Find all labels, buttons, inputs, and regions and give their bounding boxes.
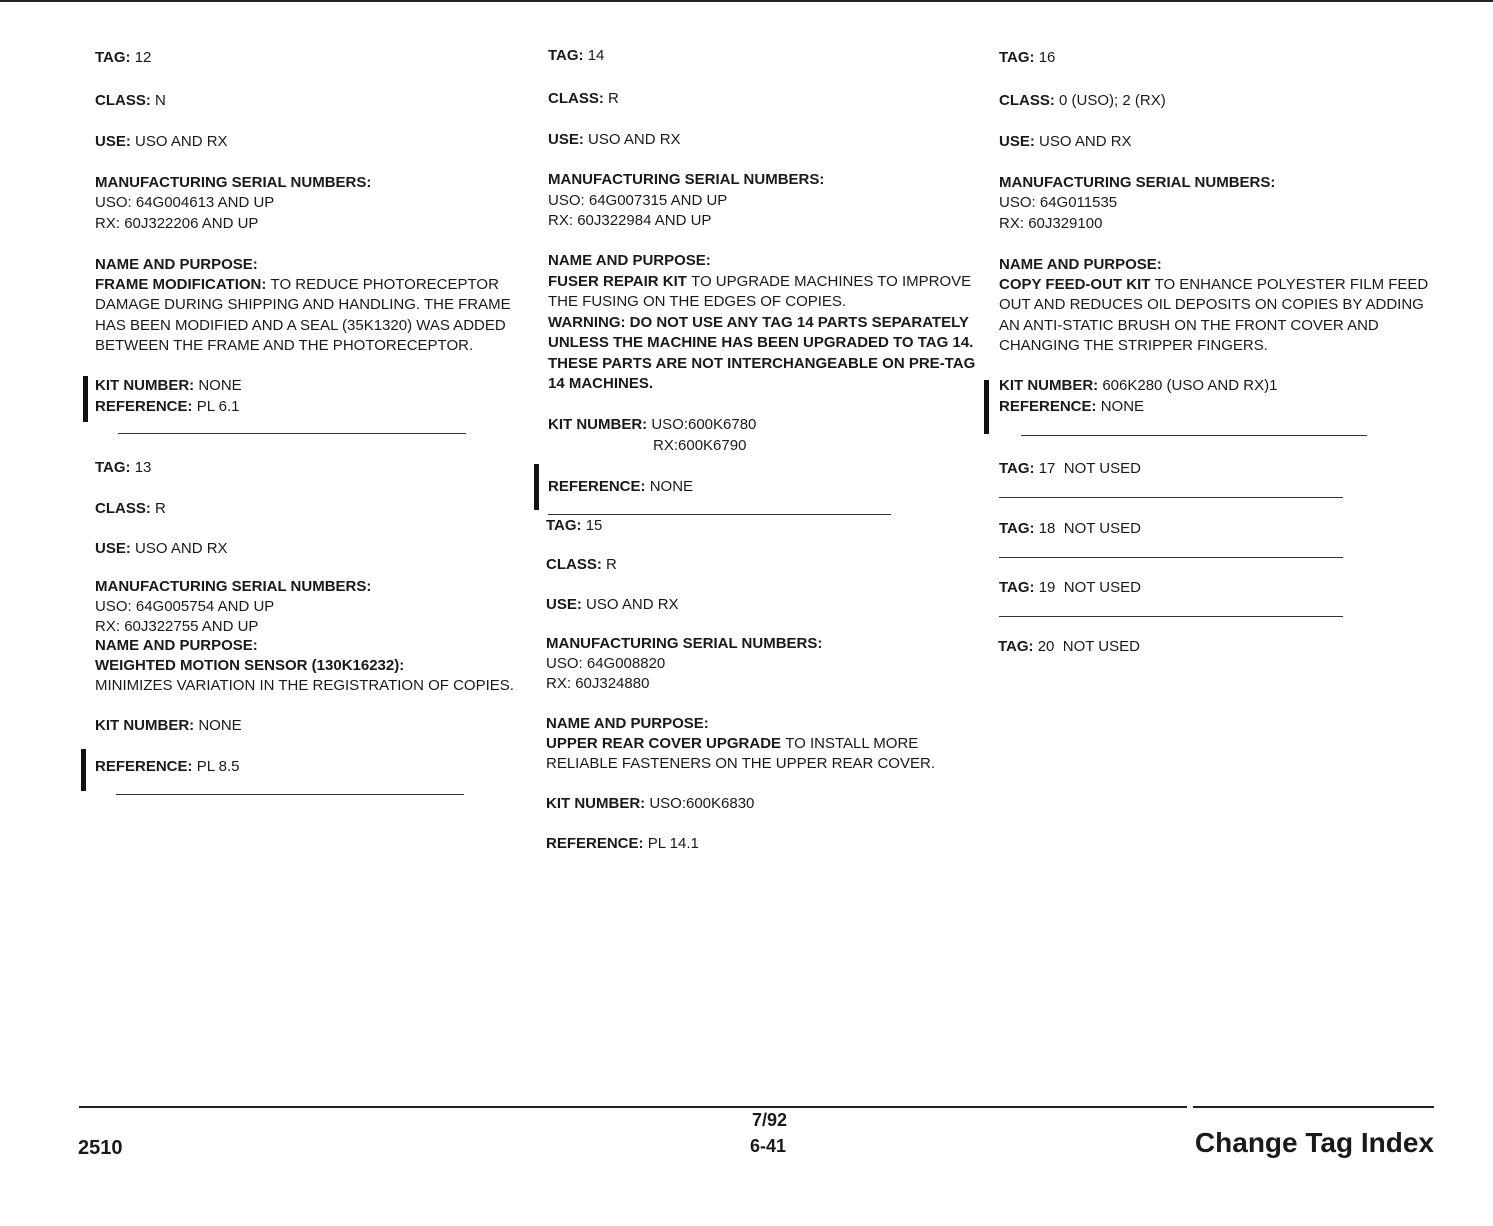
separator-rule <box>548 514 891 515</box>
tag19-line: TAG: 19 NOT USED <box>999 579 1141 596</box>
tag16-desc-3: AN ANTI-STATIC BRUSH ON THE FRONT COVER AND <box>999 317 1379 334</box>
tag13-name-bold: WEIGHTED MOTION SENSOR (130K16232): <box>95 657 405 674</box>
tag12-uso-line: USO: 64G004613 AND UP <box>95 194 275 211</box>
tag12-desc-3: HAS BEEN MODIFIED AND A SEAL (35K1320) WAS ADDED <box>95 317 506 334</box>
tag15-msn-heading: MANUFACTURING SERIAL NUMBERS: <box>546 635 823 652</box>
tag15-reference-line: REFERENCE: PL 14.1 <box>546 835 699 852</box>
footer-date: 7/92 <box>752 1110 788 1130</box>
tag12-msn-heading: MANUFACTURING SERIAL NUMBERS: <box>95 174 372 191</box>
separator-rule <box>999 497 1343 498</box>
tag14-rx-line: RX: 60J322984 AND UP <box>548 212 712 229</box>
tag14-warning-3: THESE PARTS ARE NOT INTERCHANGEABLE ON PRE-TAG <box>548 355 976 372</box>
tag13-rx-line: RX: 60J322755 AND UP <box>95 618 259 635</box>
footer-section-title: Change Tag Index <box>1194 1127 1434 1158</box>
footer-rule-right <box>1193 1106 1434 1108</box>
tag14-tag-line: TAG: 14 <box>548 47 605 64</box>
tag20-line: TAG: 20 NOT USED <box>998 638 1140 655</box>
tag16-desc-2: OUT AND REDUCES OIL DEPOSITS ON COPIES BY ADDING <box>999 296 1424 313</box>
change-bar <box>984 380 989 434</box>
footer-page-number: 6-41 <box>750 1136 787 1156</box>
change-bar <box>81 749 86 791</box>
tag16-name-heading: NAME AND PURPOSE: <box>999 256 1162 273</box>
separator-rule <box>116 794 464 795</box>
tag13-class-line: CLASS: R <box>95 500 166 517</box>
tag14-use-line: USE: USO AND RX <box>548 131 681 148</box>
separator-rule <box>1021 435 1367 436</box>
tag12-kit-line: KIT NUMBER: NONE <box>95 377 242 394</box>
tag16-tag-line: TAG: 16 <box>999 49 1056 66</box>
tag16-use-line: USE: USO AND RX <box>999 133 1132 150</box>
tag15-desc-2: RELIABLE FASTENERS ON THE UPPER REAR COVER. <box>546 755 935 772</box>
tag12-desc-2: DAMAGE DURING SHIPPING AND HANDLING. THE FRAME <box>95 296 511 313</box>
footer-rule-left <box>79 1106 1187 1108</box>
tag15-uso-line: USO: 64G008820 <box>546 655 666 672</box>
tag16-msn-heading: MANUFACTURING SERIAL NUMBERS: <box>999 174 1276 191</box>
tag13-msn-heading: MANUFACTURING SERIAL NUMBERS: <box>95 578 372 595</box>
tag16-kit-line: KIT NUMBER: 606K280 (USO AND RX)1 <box>999 377 1278 394</box>
tag12-use-line: USE: USO AND RX <box>95 133 228 150</box>
tag16-desc-4: CHANGING THE STRIPPER FINGERS. <box>999 337 1268 354</box>
tag16-rx-line: RX: 60J329100 <box>999 215 1103 232</box>
separator-rule <box>118 433 466 434</box>
tag15-rx-line: RX: 60J324880 <box>546 675 650 692</box>
tag14-warning-2: UNLESS THE MACHINE HAS BEEN UPGRADED TO TAG 14. <box>548 334 974 351</box>
tag18-line: TAG: 18 NOT USED <box>999 520 1141 537</box>
tag13-use-line: USE: USO AND RX <box>95 540 228 557</box>
tag13-kit-line: KIT NUMBER: NONE <box>95 717 242 734</box>
tag15-class-line: CLASS: R <box>546 556 617 573</box>
tag14-name-heading: NAME AND PURPOSE: <box>548 252 711 269</box>
tag15-kit-line: KIT NUMBER: USO:600K6830 <box>546 795 755 812</box>
tag13-desc-1: MINIMIZES VARIATION IN THE REGISTRATION OF COPIES. <box>95 677 514 694</box>
tag13-reference-line: REFERENCE: PL 8.5 <box>95 758 240 775</box>
tag16-class-line: CLASS: 0 (USO); 2 (RX) <box>999 92 1166 109</box>
tag15-desc-1: UPPER REAR COVER UPGRADE TO INSTALL MORE <box>546 735 919 752</box>
tag14-warning-1: WARNING: DO NOT USE ANY TAG 14 PARTS SEPARATELY <box>548 314 969 331</box>
separator-rule <box>999 616 1343 617</box>
tag12-desc-4: BETWEEN THE FRAME AND THE PHOTORECEPTOR. <box>95 337 474 354</box>
footer-model-number: 2510 <box>78 1137 123 1159</box>
tag14-reference-line: REFERENCE: NONE <box>548 478 694 495</box>
tag12-reference-line: REFERENCE: PL 6.1 <box>95 398 240 415</box>
tag13-uso-line: USO: 64G005754 AND UP <box>95 598 275 615</box>
tag14-msn-heading: MANUFACTURING SERIAL NUMBERS: <box>548 171 825 188</box>
tag16-uso-line: USO: 64G011535 <box>999 194 1118 211</box>
tag14-kit-line-2: RX:600K6790 <box>653 437 747 454</box>
tag16-desc-1: COPY FEED-OUT KIT TO ENHANCE POLYESTER FILM FEED <box>999 276 1429 293</box>
change-bar <box>534 464 539 510</box>
tag14-warning-4: 14 MACHINES. <box>548 375 654 392</box>
tag16-reference-line: REFERENCE: NONE <box>999 398 1145 415</box>
tag12-name-heading: NAME AND PURPOSE: <box>95 256 258 273</box>
tag14-class-line: CLASS: R <box>548 90 619 107</box>
tag14-desc-1: FUSER REPAIR KIT TO UPGRADE MACHINES TO IMPROVE <box>548 273 972 290</box>
tag13-tag-line: TAG: 13 <box>95 459 152 476</box>
tag12-class-line: CLASS: N <box>95 92 166 109</box>
tag15-tag-line: TAG: 15 <box>546 517 603 534</box>
tag15-use-line: USE: USO AND RX <box>546 596 679 613</box>
tag14-kit-line: KIT NUMBER: USO:600K6780 <box>548 416 757 433</box>
tag17-line: TAG: 17 NOT USED <box>999 460 1141 477</box>
tag12-desc-1: FRAME MODIFICATION: TO REDUCE PHOTORECEPTOR <box>95 276 499 293</box>
tag14-desc-2: THE FUSING ON THE EDGES OF COPIES. <box>548 293 847 310</box>
tag14-uso-line: USO: 64G007315 AND UP <box>548 192 728 209</box>
tag13-name-heading: NAME AND PURPOSE: <box>95 637 258 654</box>
top-border <box>0 0 1493 2</box>
tag15-name-heading: NAME AND PURPOSE: <box>546 715 709 732</box>
tag12-rx-line: RX: 60J322206 AND UP <box>95 215 259 232</box>
separator-rule <box>999 557 1343 558</box>
change-bar <box>83 376 88 422</box>
tag12-tag-line: TAG: 12 <box>95 49 152 66</box>
